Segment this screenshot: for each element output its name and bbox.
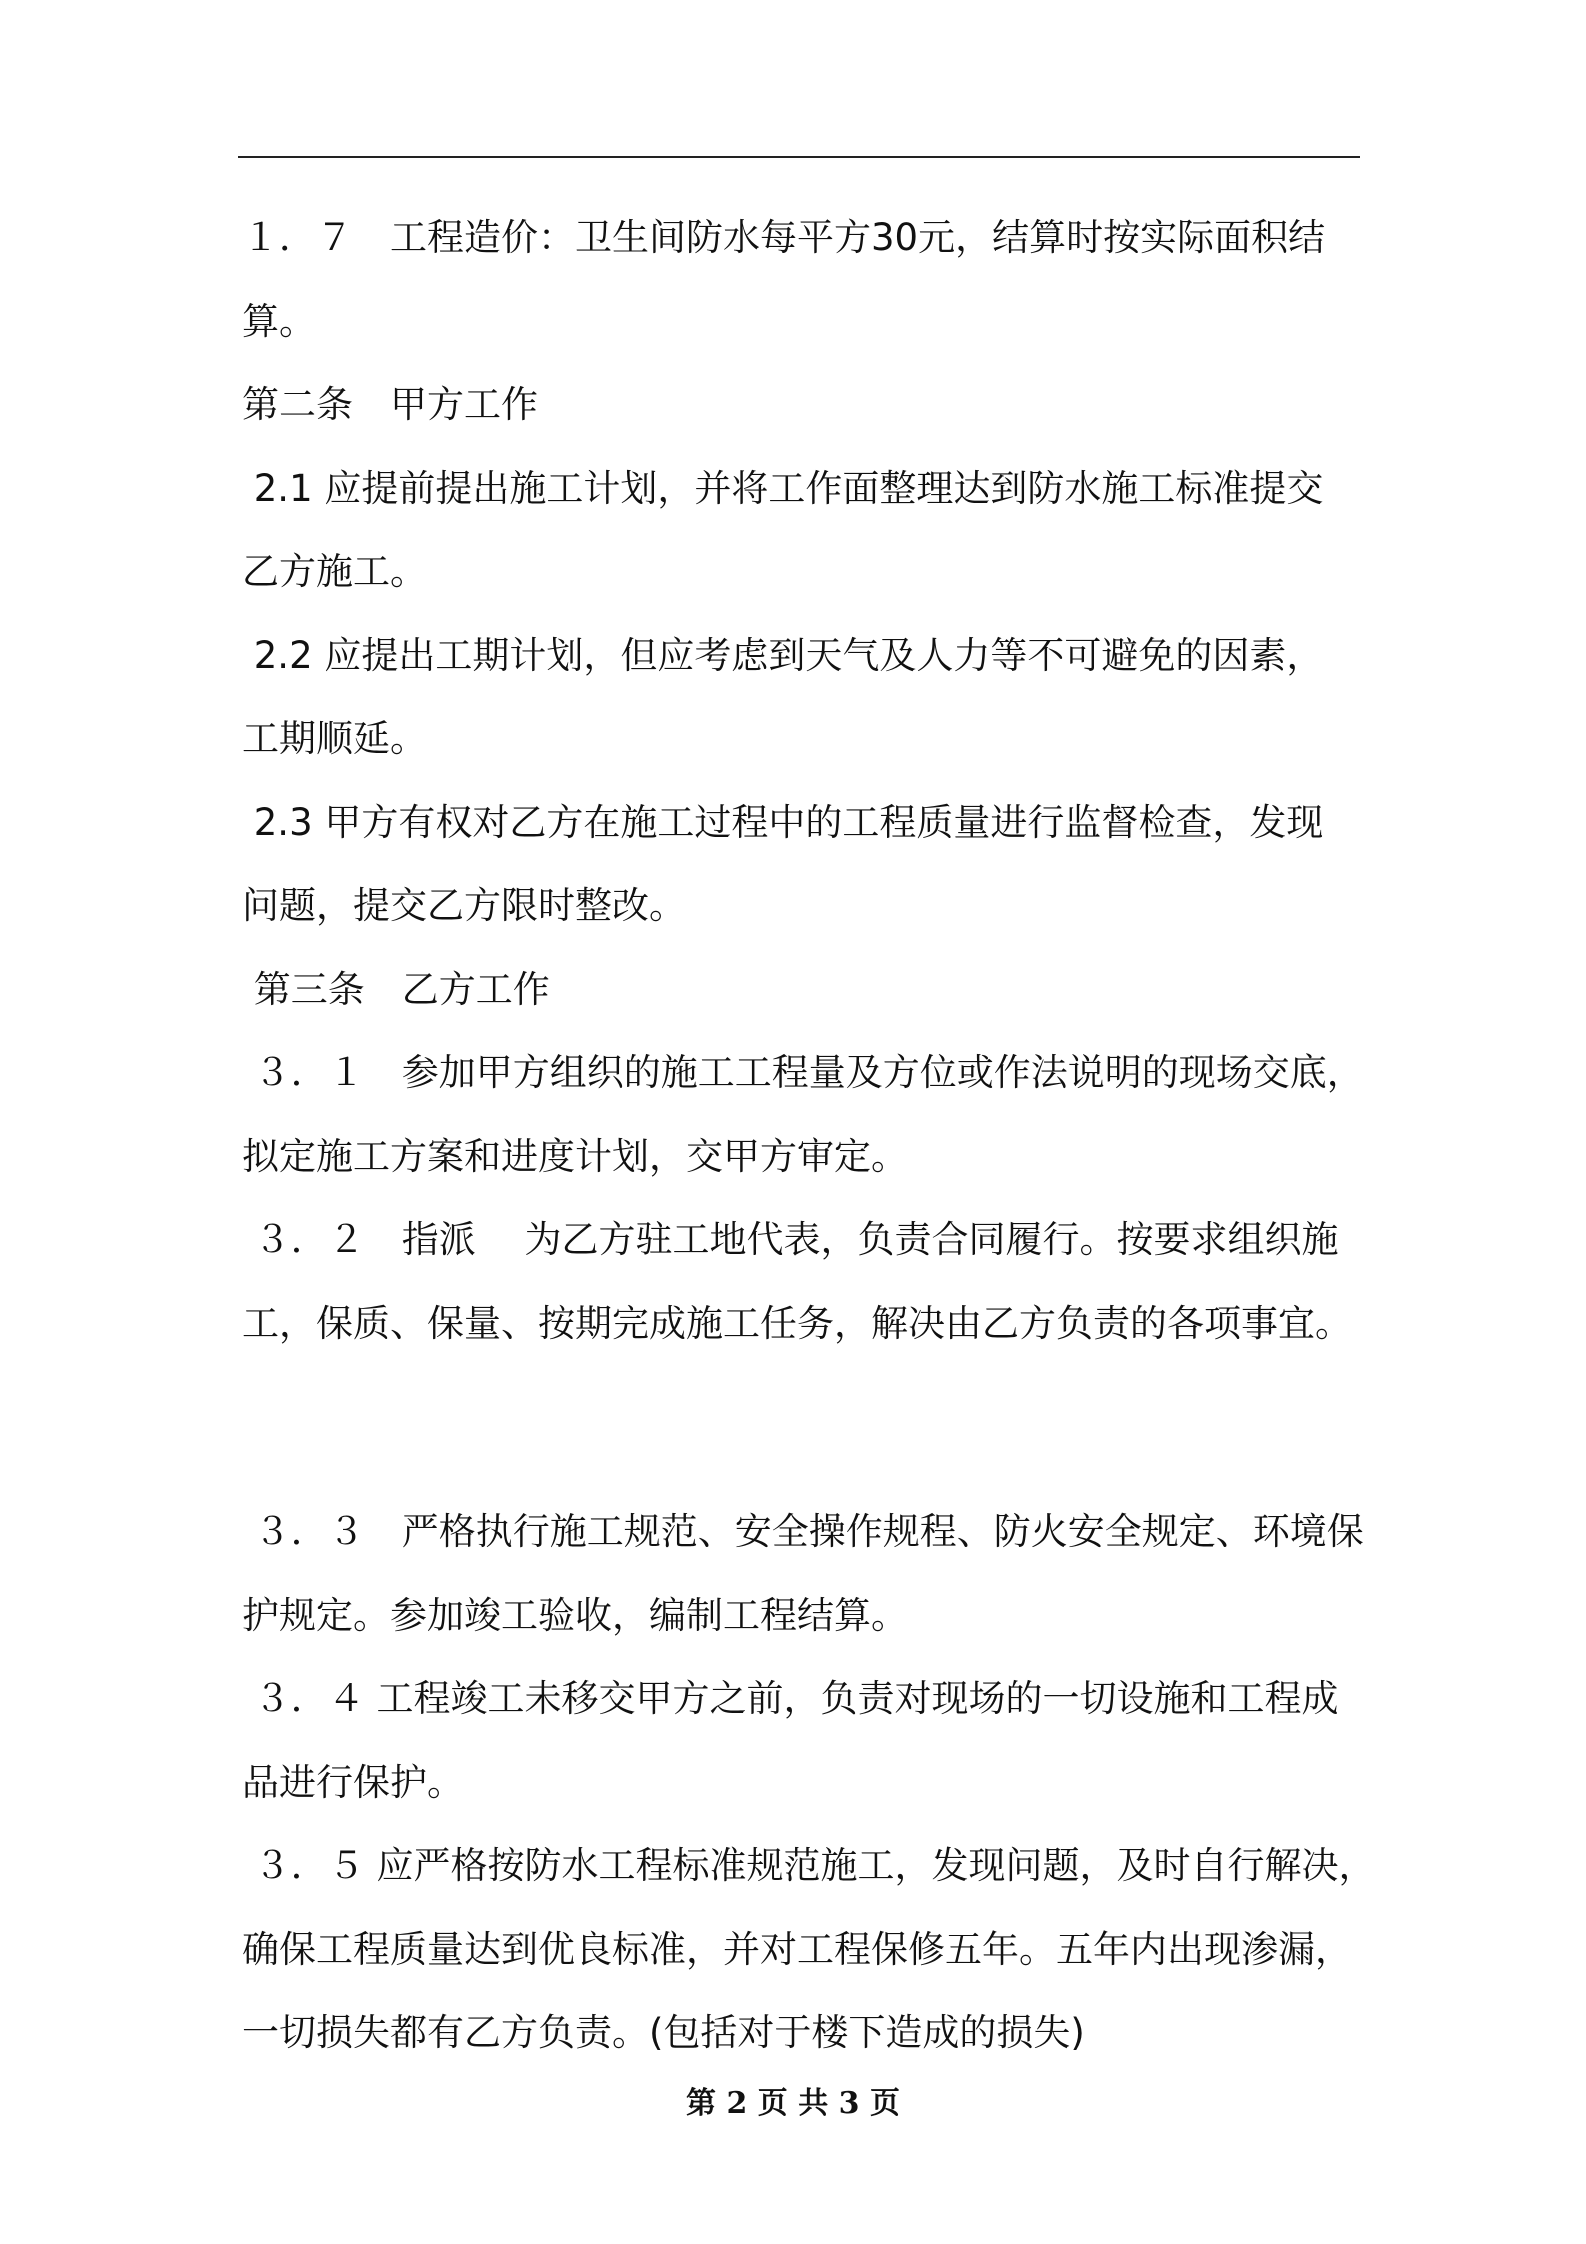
clause-2-3-line-2: 问题，提交乙方限时整改。 [242,884,686,927]
clause-2-2-line-2: 工期顺延。 [242,717,427,760]
clause-2-1-line-2: 乙方施工。 [242,550,427,593]
clause-3-5-line-2: 确保工程质量达到优良标准，并对工程保修五年。五年内出现渗漏， [242,1927,1352,1971]
clause-3-4-line-2: 品进行保护。 [242,1760,464,1804]
clause-3-2-line-1: ３．２ 指派 为乙方驻工地代表，负责合同履行。按要求组织施 [242,1218,1339,1261]
article-2-heading: 第二条 甲方工作 [242,383,538,426]
header-rule [238,156,1360,158]
clause-1-7-line-1: １．７ 工程造价：卫生间防水每平方30元，结算时按实际面积结 [242,216,1326,259]
paragraph-gap [242,1365,1360,1490]
clause-3-1-line-1: ３．１ 参加甲方组织的施工工程量及方位或作法说明的现场交底， [242,1051,1364,1094]
clause-3-5-line-1: ３．５ 应严格按防水工程标准规范施工，发现问题，及时自行解决， [242,1844,1376,1887]
clause-2-3-line-1: 2.3 甲方有权对乙方在施工过程中的工程质量进行监督检查，发现 [242,800,1324,844]
clause-3-3-line-2: 护规定。参加竣工验收，编制工程结算。 [242,1593,908,1637]
clause-3-1-line-2: 拟定施工方案和进度计划，交甲方审定。 [242,1134,908,1178]
page-number-footer: 第 2 页 共 3 页 [686,2086,900,2121]
clause-3-5-line-3: 一切损失都有乙方负责。(包括对于楼下造成的损失) [242,2011,1085,2054]
clause-2-2-line-1: 2.2 应提出工期计划，但应考虑到天气及人力等不可避免的因素， [242,633,1324,677]
clause-2-1-line-1: 2.1 应提前提出施工计划，并将工作面整理达到防水施工标准提交 [242,466,1324,510]
clause-3-2-line-2: 工，保质、保量、按期完成施工任务，解决由乙方负责的各项事宜。 [242,1301,1352,1345]
clause-1-7-line-2: 算。 [242,299,316,343]
article-3-heading: 第三条 乙方工作 [242,967,550,1011]
document-body [242,196,1376,2075]
clause-3-4-line-1: ３．４ 工程竣工未移交甲方之前，负责对现场的一切设施和工程成 [242,1677,1339,1720]
clause-3-3-line-1: ３．３ 严格执行施工规范、安全操作规程、防火安全规定、环境保 [242,1510,1364,1553]
